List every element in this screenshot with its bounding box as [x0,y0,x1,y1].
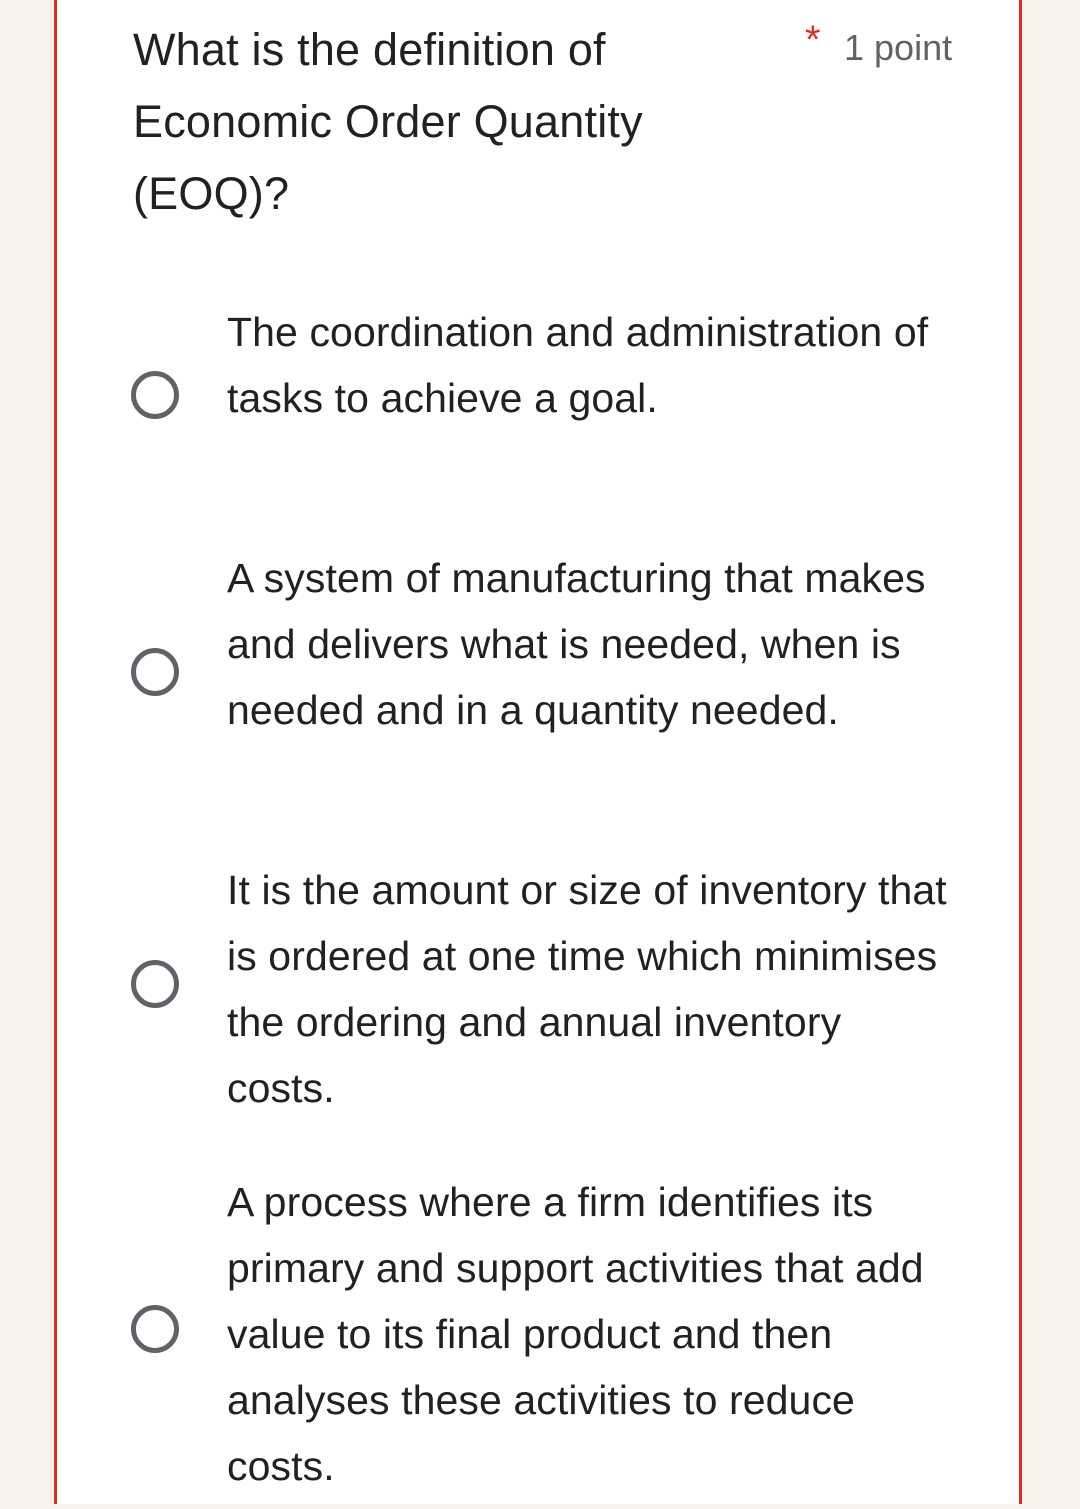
option-label: The coordination and administration of tasks to achieve a goal. [227,309,929,421]
option-label: It is the amount or size of inventory that is ordered at one time which minimises the ordering and annual inventory costs. [227,867,947,1111]
radio-unchecked-icon[interactable] [131,960,179,1008]
option-2[interactable] [57,545,1025,805]
radio-unchecked-icon[interactable] [131,371,179,419]
question-card [54,0,1022,1504]
option-4[interactable] [57,1169,1025,1509]
points-label: 1 point [844,27,953,68]
radio-unchecked-icon[interactable] [131,1305,179,1353]
option-label: A system of manufacturing that makes and delivers what is needed, when is needed and in a quantity needed. [227,555,926,733]
radio-unchecked-icon[interactable] [131,648,179,696]
question-title: What is the definition of Economic Order Quantity (EOQ)? [133,24,643,219]
option-3[interactable] [57,857,1025,1117]
required-asterisk: * [805,18,821,62]
option-1[interactable] [57,299,1025,499]
option-label: A process where a firm identifies its primary and support activities that add value to its final product and then analyses these activities to reduce costs. [227,1179,924,1489]
